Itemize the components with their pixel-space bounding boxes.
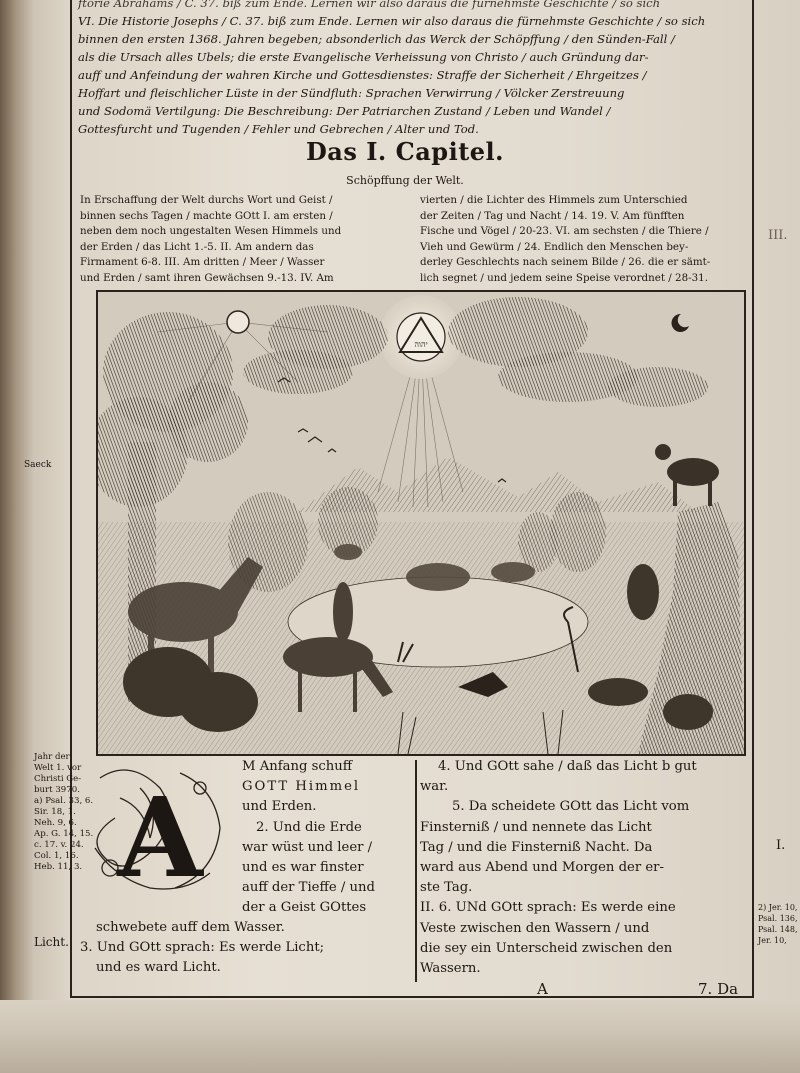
right-edge-numeral: III. xyxy=(768,228,788,243)
page-bottom-edge xyxy=(0,1000,800,1073)
right-margin-notes xyxy=(758,902,798,946)
verse-line: war. xyxy=(420,779,449,795)
sun-icon xyxy=(227,311,249,333)
engraving-art xyxy=(98,292,744,754)
summary-line: und Erden / samt ihren Gewächsen 9.-13. IV. Am xyxy=(80,271,334,284)
left-edge-fragment: Saeck xyxy=(24,460,52,470)
margin-note-line: Welt 1. vor xyxy=(34,763,82,773)
left-margin-notes xyxy=(34,752,93,873)
summary-left-column xyxy=(80,193,341,287)
summary-line: Vieh und Gewürm / 24. Endlich den Menschen bey- xyxy=(420,240,689,253)
verse-line: II. 6. UNd GOtt sprach: Es werde eine xyxy=(420,900,676,916)
drop-cap-art xyxy=(80,758,240,908)
signature-mark: A xyxy=(537,980,548,998)
margin-note-line: Jahr der xyxy=(34,752,70,762)
drop-cap xyxy=(80,758,240,908)
frame-bottom-rule xyxy=(70,996,754,998)
margin-word: Licht. xyxy=(34,935,69,949)
summary-line: lich segnet / und jedem seine Speise verordnet / 28-31. xyxy=(420,271,708,284)
verse-line: ste Tag. xyxy=(420,880,473,896)
body-right-column xyxy=(420,757,697,979)
drop-cap-letter: A xyxy=(117,773,203,902)
chapter-intro xyxy=(78,0,705,138)
verse-line: der a Geist GOttes xyxy=(242,900,367,916)
intro-line: und Sodomä Vertilgung: Die Beschreibung: Der Patriarchen Zustand / Leben und Wandel / xyxy=(78,104,611,118)
summary-line: neben dem noch ungestalten Wesen Himmels und xyxy=(80,225,342,238)
verse-line: Wassern. xyxy=(420,961,481,977)
intro-line: binnen den ersten 1368. Jahren begeben; absonderlich das Werck der Schöpffung / den Sünden-Fall / xyxy=(78,32,675,46)
column-divider xyxy=(415,760,417,982)
summary-line: vierten / die Lichter des Himmels zum Unterschied xyxy=(420,194,688,206)
verse-line: Tag / und die Finsterniß Nacht. Da xyxy=(420,839,653,855)
margin-note-line: Neh. 9, 6. xyxy=(34,818,77,828)
intro-line: auff und Anfeindung der wahren Kirche und Gottesdienstes: Straffe der Sicherheit / Ehrgeitzes / xyxy=(78,68,647,82)
margin-roman-numeral: I. xyxy=(776,838,786,853)
intro-line: VI. Die Historie Josephs / C. 37. biß zum Ende. Lernen wir also daraus die fürnehmste Geschichte / so sich xyxy=(78,14,706,28)
verse-line: Veste zwischen den Wassern / und xyxy=(420,920,650,936)
margin-note-line: a) Psal. 33, 6. xyxy=(34,796,94,806)
verse-line: und es war finster xyxy=(242,860,364,876)
verse-line: auff der Tieffe / und xyxy=(242,880,375,896)
margin-note-line: Heb. 11, 3. xyxy=(34,862,83,872)
chapter-title: Das I. Capitel. xyxy=(305,137,505,166)
verse-line: schwebete auff dem Wasser. xyxy=(96,920,285,935)
verse-line: und Erden. xyxy=(242,799,317,815)
intro-line: Gottesfurcht und Tugenden / Fehler und Gebrechen / Alter und Tod. xyxy=(78,122,479,136)
verse-line: die sey ein Unterscheid zwischen den xyxy=(420,940,673,956)
margin-note-line: Psal. 136, xyxy=(758,914,798,923)
intro-line: ftorie Abrahams / C. 37. biß zum Ende. Lernen wir also daraus die fürnehmste Geschichte / so sich xyxy=(78,0,661,10)
margin-note-line: Christi Ge- xyxy=(34,774,82,784)
verse-line: Finsterniß / und nennete das Licht xyxy=(420,819,652,835)
frame-right-rule xyxy=(752,0,754,998)
verse-line: 5. Da scheidete GOtt das Licht vom xyxy=(452,799,690,815)
catchword: 7. Da xyxy=(698,980,739,998)
tetragram-label: יהוה xyxy=(414,340,428,349)
verse-line: 3. Und GOtt sprach: Es werde Licht; xyxy=(80,940,325,956)
summary-line: derley Geschlechts nach seinem Bilde / 26. die er sämt- xyxy=(420,256,711,269)
chapter-subtitle: Schöpffung der Welt. xyxy=(346,174,464,187)
verse-line: ward aus Abend und Morgen der er- xyxy=(420,860,664,876)
intro-line: als die Ursach alles Ubels; die erste Evangelische Verheissung von Christo / auch Gründung dar- xyxy=(78,50,649,64)
verse-line: M Anfang schuff xyxy=(242,759,353,774)
verse-line: 2. Und die Erde xyxy=(256,819,362,835)
verse-line: war wüst und leer / xyxy=(242,839,373,855)
summary-line: Firmament 6-8. III. Am dritten / Meer / Wasser xyxy=(80,256,325,269)
margin-note-line: Psal. 148, xyxy=(758,925,798,934)
verse-line: und es ward Licht. xyxy=(96,960,221,976)
margin-note-line: Ap. G. 14, 15. xyxy=(34,829,94,839)
margin-note-line: 2) Jer. 10, xyxy=(758,903,798,912)
margin-note-line: Col. 1, 16. xyxy=(34,851,79,861)
summary-line: In Erschaffung der Welt durchs Wort und Geist / xyxy=(80,194,333,206)
summary-line: der Erden / das Licht 1.-5. II. Am andern das xyxy=(80,240,314,253)
intro-line: Hoffart und fleischlicher Lüste in der Sündfluth: Sprachen Verwirrung / Völcker Zerstreuung xyxy=(78,86,625,100)
book-gutter xyxy=(0,0,34,1073)
summary-right-column xyxy=(420,193,710,287)
margin-note-line: Sir. 18, 1. xyxy=(34,807,76,817)
summary-line: der Zeiten / Tag und Nacht / 14. 19. V. Am fünfften xyxy=(420,209,685,222)
summary-line: Fische und Vögel / 20-23. VI. am sechsten / die Thiere / xyxy=(420,225,709,238)
verse-line: 4. Und GOtt sahe / daß das Licht b gut xyxy=(438,759,697,774)
creation-engraving xyxy=(96,290,746,756)
margin-note-line: c. 17. v. 24. xyxy=(34,840,84,850)
body-left-column-lower xyxy=(80,918,324,979)
verse-line: GOTT Himmel xyxy=(242,779,361,795)
summary-line: binnen sechs Tagen / machte GOtt I. am ersten / xyxy=(80,209,333,222)
margin-note-line: burt 3970. xyxy=(34,785,80,795)
margin-note-line: Jer. 10, xyxy=(758,936,787,945)
body-left-column xyxy=(242,757,375,919)
